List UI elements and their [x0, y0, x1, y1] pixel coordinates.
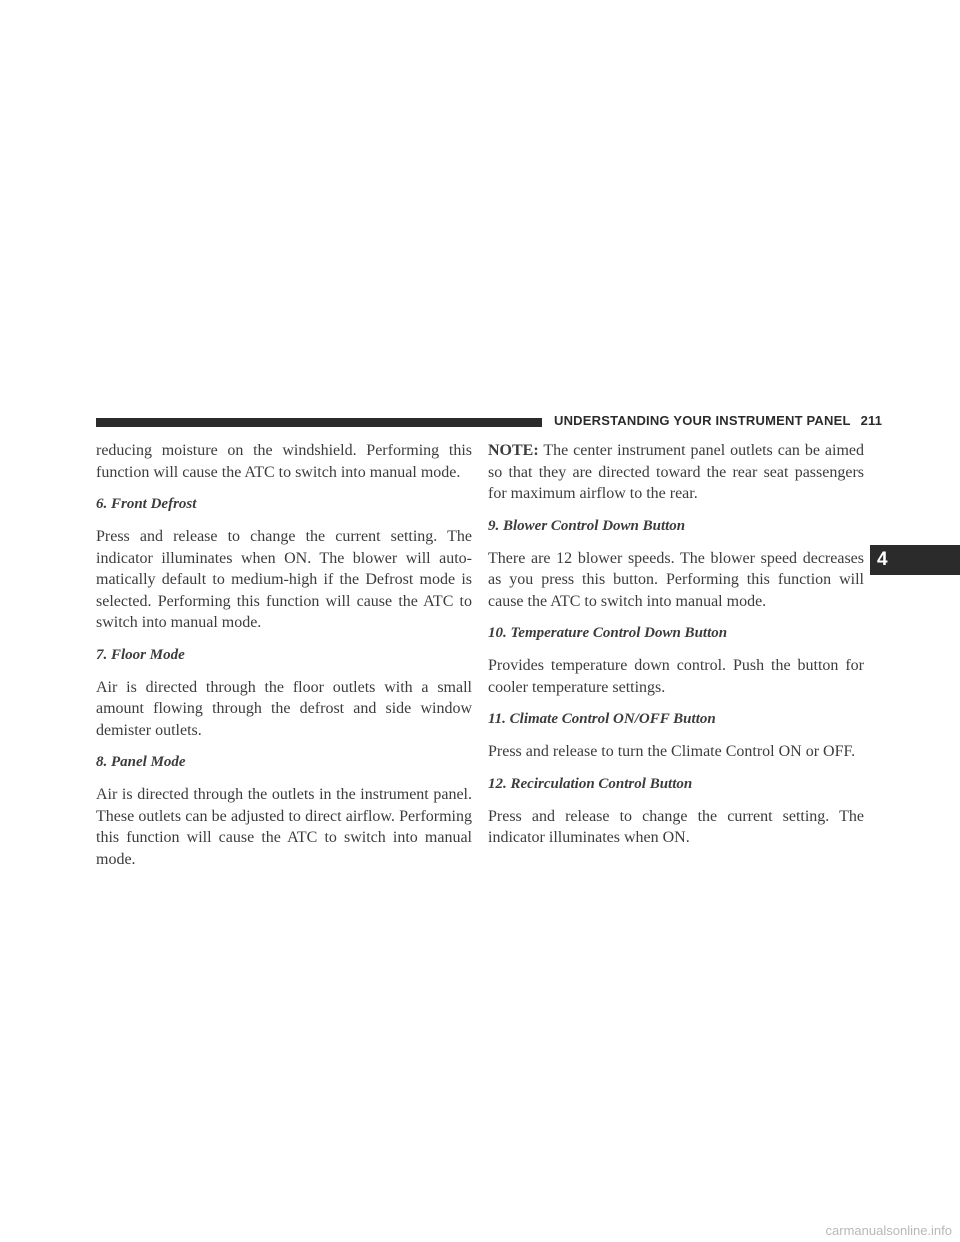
heading-temperature-down: 10. Temperature Control Down Button — [488, 625, 728, 641]
paragraph-moisture: reducing moisture on the windshield. Performing this function will cause the ATC to switch into manual mode. — [96, 442, 472, 481]
note-paragraph — [488, 440, 864, 505]
left-column — [96, 440, 472, 881]
note-label: NOTE: — [488, 442, 539, 459]
note-text: The center instrument panel outlets can be aimed so that they are directed toward the rear seat passengers for maximum airflow to the rear. — [488, 442, 864, 502]
heading-panel-mode: 8. Panel Mode — [96, 754, 186, 770]
watermark: carmanualsonline.info — [825, 1223, 952, 1238]
paragraph-floor-mode: Air is directed through the floor outlets with a small amount flowing through the defrost and side window demister outlets. — [96, 678, 472, 739]
paragraph-climate-on-off: Press and release to turn the Climate Control ON or OFF. — [488, 743, 856, 760]
heading-blower-down: 9. Blower Control Down Button — [488, 517, 686, 534]
running-header — [554, 413, 882, 428]
paragraph-front-defrost: Press and release to change the current setting. The indicator illuminates when ON. The blower will auto- matically default to medium-high if the Defrost mode is selected. Performing this function will cause the ATC to switch into manual mode. — [96, 528, 472, 631]
paragraph-temperature-down: Provides temperature down control. Push the button for cooler temperature settings. — [488, 657, 864, 696]
heading-climate-on-off: 11. Climate Control ON/OFF Button — [488, 711, 716, 727]
header-rule — [96, 418, 542, 427]
chapter-tab: 4 — [870, 545, 960, 575]
paragraph-panel-mode: Air is directed through the outlets in the instrument panel. These outlets can be adjusted to direct airflow. Performing this function will cause the ATC to switch into manual mode. — [96, 786, 472, 868]
paragraph-blower-down: There are 12 blower speeds. The blower speed decreases as you press this button. Performing this function will cause the ATC to switch into manual mode. — [488, 549, 864, 610]
heading-floor-mode: 7. Floor Mode — [96, 646, 185, 663]
heading-recirculation: 12. Recirculation Control Button — [488, 775, 693, 792]
page-number: 211 — [860, 413, 883, 428]
section-title: UNDERSTANDING YOUR INSTRUMENT PANEL — [554, 413, 851, 428]
heading-front-defrost: 6. Front Defrost — [96, 496, 197, 512]
paragraph-recirculation: Press and release to change the current setting. The indicator illuminates when ON. — [488, 807, 864, 846]
right-column — [488, 440, 864, 860]
